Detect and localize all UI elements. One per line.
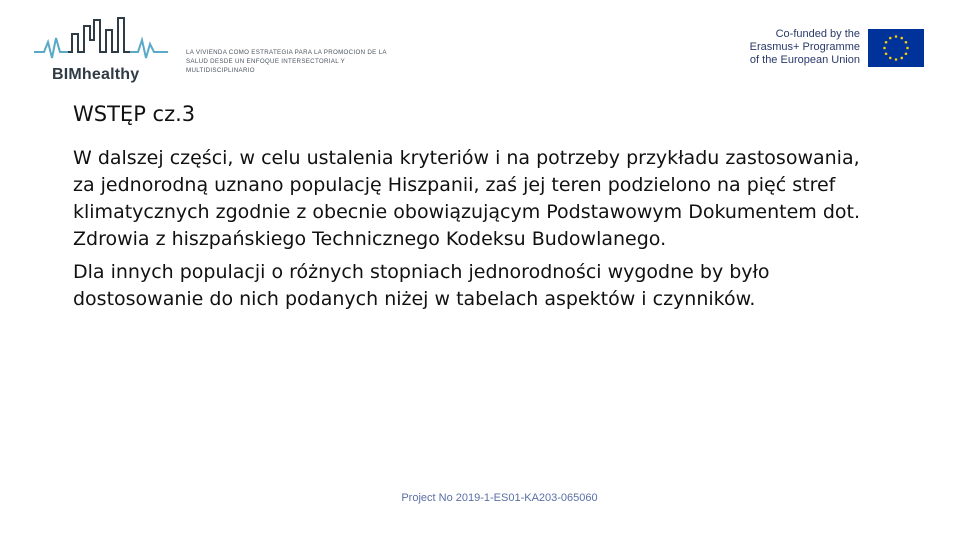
eu-star <box>905 52 908 55</box>
eu-star <box>895 35 898 38</box>
eu-star <box>895 58 898 61</box>
eu-text-line: of the European Union <box>749 54 860 66</box>
eu-text-line: Co-funded by the <box>775 28 860 40</box>
eu-cofunded-text <box>700 28 860 67</box>
eu-star <box>905 41 908 44</box>
eu-star <box>900 37 903 40</box>
eu-text-line: Erasmus+ Programme <box>749 41 860 53</box>
eu-star <box>885 52 888 55</box>
project-number: Project No 2019-1-ES01-KA203-065060 <box>401 492 598 504</box>
paragraph: W dalszej części, w celu ustalenia kryteriów i na potrzeby przykładu zastosowania, za jednorodną uznano populację Hiszpanii, zaś jej teren podzielono na pięć stref klimatycznych zgodnie z obecnie obowiązującym Podstawowym Dokumentem dot. Zdrowia z hiszpańskiego Technicznego Kodeksu Budowlanego. <box>73 147 861 250</box>
page-title: WSTĘP cz.3 <box>73 102 196 126</box>
logo-name: BIMhealthy <box>52 66 140 83</box>
eu-star <box>906 47 909 50</box>
eu-flag-icon <box>868 29 924 67</box>
body-text <box>73 145 873 319</box>
heartbeat-skyline-logo-icon <box>34 14 174 64</box>
eu-star <box>900 57 903 60</box>
bimhealthy-logo <box>34 14 174 86</box>
eu-star <box>889 57 892 60</box>
paragraph: Dla innych populacji o różnych stopniach jednorodności wygodne by było dostosowanie do nich podanych niżej w tabelach aspektów i czynników. <box>73 261 770 310</box>
eu-star <box>889 37 892 40</box>
eu-star <box>885 41 888 44</box>
eu-star <box>883 47 886 50</box>
project-tagline: LA VIVIENDA COMO ESTRATEGIA PARA LA PROMOCION DE LA SALUD DESDE UN ENFOQUE INTERSECTORIAL Y MULTIDISCIPLINARIO <box>186 49 387 74</box>
